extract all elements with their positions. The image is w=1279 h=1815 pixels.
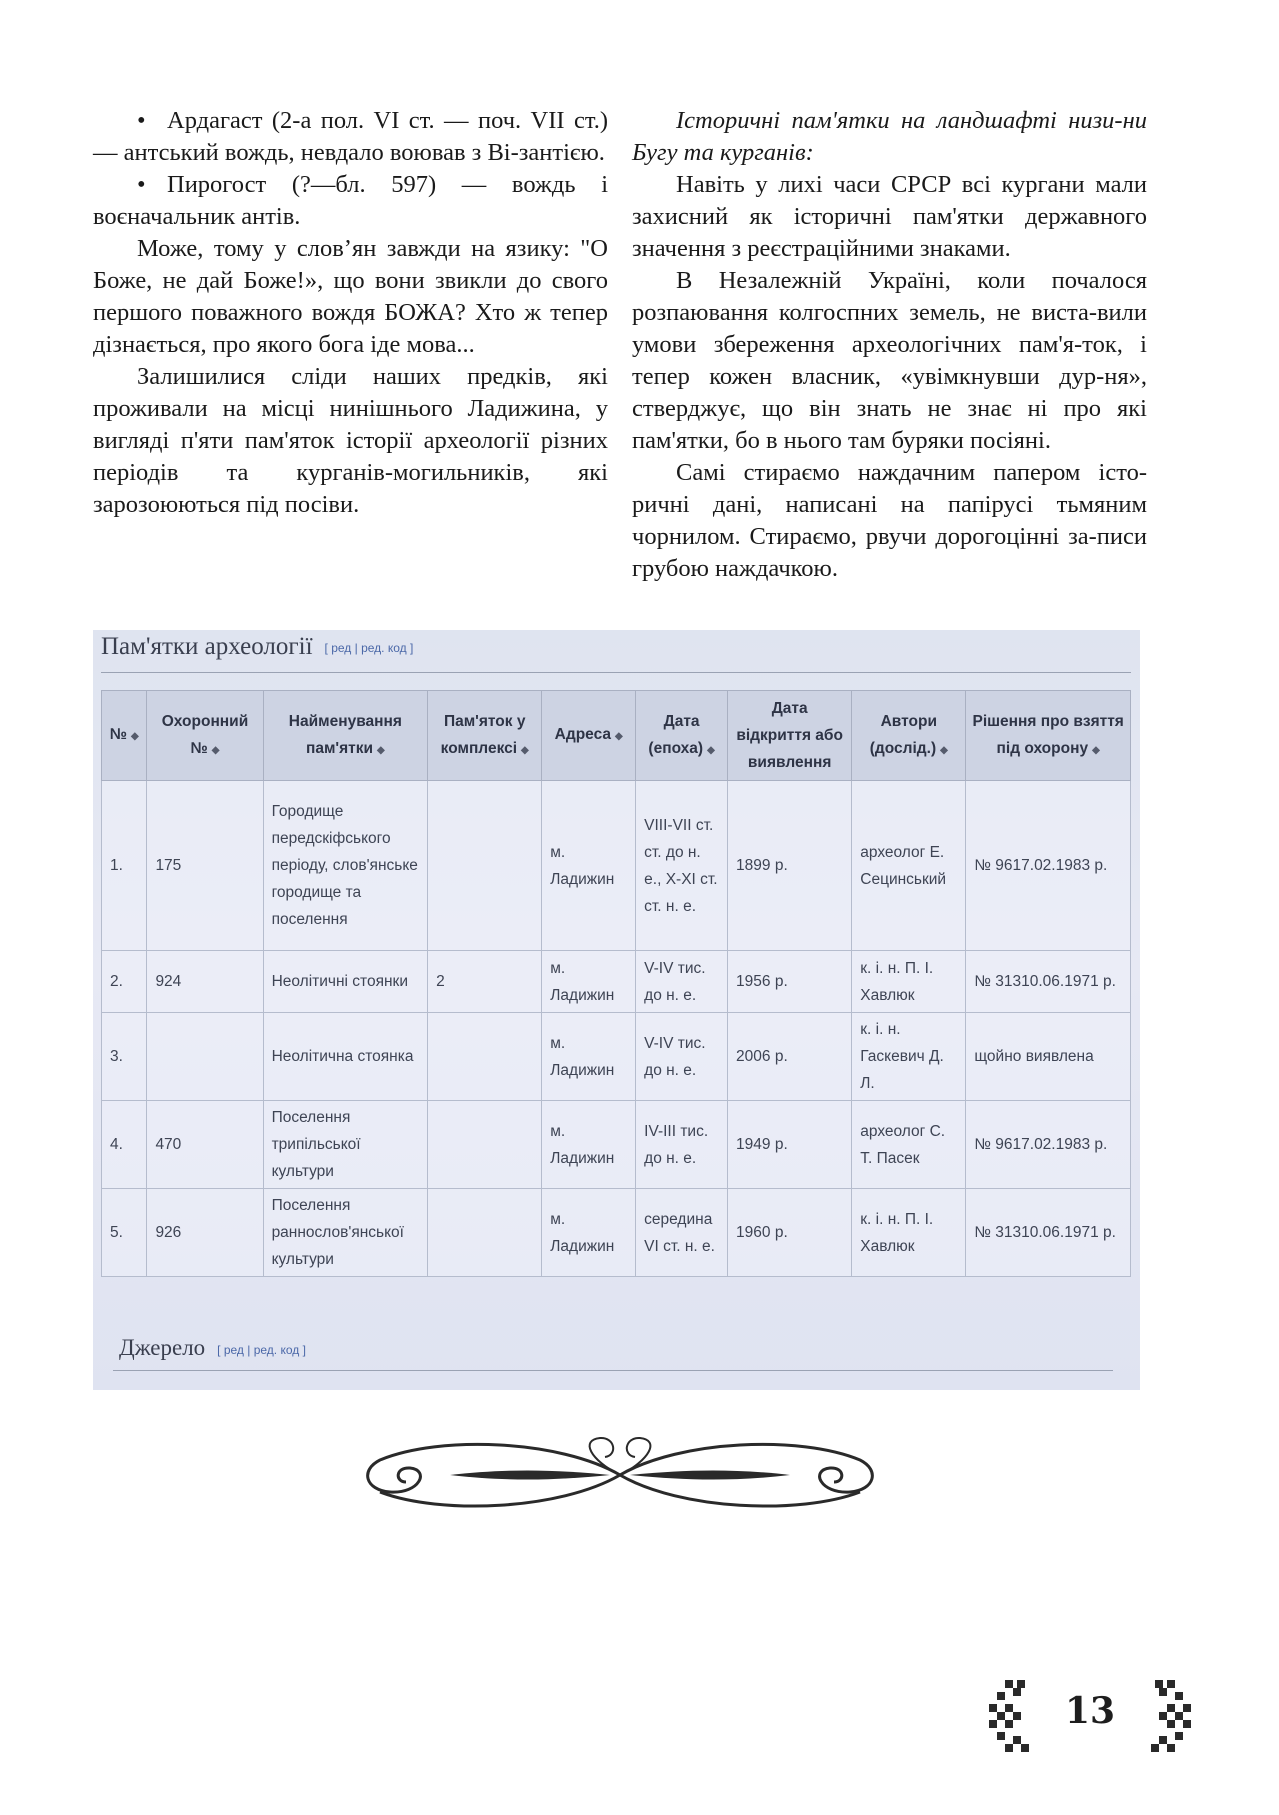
paragraph: В Незалежній Україні, коли почалося розпаювання колгоспних земель, не виста-вили умови збереження археологічних пам'я-ток, і тепер кожен власник, «увімкнувши дур-ня», стверджує, що він знать не знає ні про які пам'ятки, бо в нього там буряки посіяні. <box>632 267 1147 454</box>
source-heading: Джерело [ ред | ред. код ] <box>119 1335 306 1360</box>
cell: VIII-VII ст. ст. до н. е., X-XI ст. ст. н. е. <box>636 781 728 951</box>
screen-photo <box>93 630 1140 1390</box>
subheading: Історичні пам'ятки на ландшафті низи-ни Бугу та курганів: <box>632 107 1147 166</box>
cell: археолог Е. Сецинський <box>852 781 966 951</box>
cell: щойно виявлена <box>966 1013 1131 1101</box>
cell: № 31310.06.1971 р. <box>966 951 1131 1013</box>
cell: V-IV тис. до н. е. <box>636 951 728 1013</box>
cell: м. Ладижин <box>542 951 636 1013</box>
sort-icon[interactable]: ◆ <box>521 744 529 756</box>
sort-icon[interactable]: ◆ <box>940 744 948 756</box>
cell: № 9617.02.1983 р. <box>966 1101 1131 1189</box>
cell: Неолітична стоянка <box>263 1013 428 1101</box>
cell: 1949 р. <box>728 1101 852 1189</box>
page-number: 13 <box>1065 1690 1116 1732</box>
cell: V-IV тис. до н. е. <box>636 1013 728 1101</box>
cell <box>428 1013 542 1101</box>
table-row <box>102 1101 1131 1189</box>
cell <box>428 781 542 951</box>
cell: Поселення раннослов'янської культури <box>263 1189 428 1277</box>
embroidery-pattern-icon <box>985 1680 1045 1752</box>
right-column <box>632 105 1147 585</box>
cell: Поселення трипільської культури <box>263 1101 428 1189</box>
cell: 924 <box>147 951 263 1013</box>
cell: Городище передскіфського періоду, слов'янське городище та поселення <box>263 781 428 951</box>
monuments-table <box>101 690 1131 1277</box>
column-header[interactable]: Рішення про взяття під охорону ◆ <box>966 691 1131 781</box>
table-row <box>102 1189 1131 1277</box>
column-header[interactable]: Автори (дослід.) ◆ <box>852 691 966 781</box>
left-column <box>93 105 608 521</box>
column-header[interactable]: Найменування пам'ятки ◆ <box>263 691 428 781</box>
cell: 1. <box>102 781 147 951</box>
column-header[interactable]: № ◆ <box>102 691 147 781</box>
cell: 2. <box>102 951 147 1013</box>
cell: 470 <box>147 1101 263 1189</box>
cell <box>147 1013 263 1101</box>
cell: м. Ладижин <box>542 1101 636 1189</box>
bullet-icon: • <box>137 107 146 134</box>
cell: м. Ладижин <box>542 1189 636 1277</box>
paragraph: Навіть у лихі часи СРСР всі кургани мали захисний як історичні пам'ятки державного значення з реєстраційними знаками. <box>632 171 1147 262</box>
cell: к. і. н. П. І. Хавлюк <box>852 951 966 1013</box>
cell: 3. <box>102 1013 147 1101</box>
cell: 5. <box>102 1189 147 1277</box>
cell: 1960 р. <box>728 1189 852 1277</box>
column-header[interactable]: Дата відкриття або виявлення <box>728 691 852 781</box>
edit-links[interactable]: [ ред | ред. код ] <box>324 641 414 656</box>
bullet-icon: • <box>137 171 146 198</box>
sort-icon[interactable]: ◆ <box>131 731 139 742</box>
column-header[interactable]: Пам'яток у комплексі ◆ <box>428 691 542 781</box>
sort-icon[interactable]: ◆ <box>377 744 385 756</box>
paragraph: • Пирогост (?—бл. 597) — вождь і воєначальник антів. <box>93 171 608 230</box>
cell <box>428 1101 542 1189</box>
edit-links[interactable]: [ ред | ред. код ] <box>217 1342 306 1357</box>
cell: середина VI ст. н. е. <box>636 1189 728 1277</box>
paragraph: Самі стираємо наждачним папером істо-ричні дані, написані на папірусі тьмяним чорнилом. Стираємо, рвучи дорогоцінні за-писи грубою наждачкою. <box>632 459 1147 582</box>
cell: к. і. н. Гаскевич Д. Л. <box>852 1013 966 1101</box>
cell: 4. <box>102 1101 147 1189</box>
divider <box>101 672 1131 673</box>
cell: IV-III тис. до н. е. <box>636 1101 728 1189</box>
cell: Неолітичні стоянки <box>263 951 428 1013</box>
paragraph: Залишилися сліди наших предків, які проживали на місці нинішнього Ладижина, у вигляді п'яти пам'яток історії археології різних періодів та курганів-могильників, які зарозоюються під посіви. <box>93 363 608 518</box>
column-header[interactable]: Дата (епоха) ◆ <box>636 691 728 781</box>
cell: № 31310.06.1971 р. <box>966 1189 1131 1277</box>
sort-icon[interactable]: ◆ <box>615 731 623 742</box>
sort-icon[interactable]: ◆ <box>211 744 220 756</box>
cell: археолог С. Т. Пасек <box>852 1101 966 1189</box>
flourish-divider-icon <box>360 1430 880 1520</box>
cell: 175 <box>147 781 263 951</box>
table-row <box>102 1013 1131 1101</box>
cell: 1899 р. <box>728 781 852 951</box>
cell <box>428 1189 542 1277</box>
table-row <box>102 951 1131 1013</box>
cell: 2006 р. <box>728 1013 852 1101</box>
embroidery-pattern-icon <box>1135 1680 1195 1752</box>
paragraph: Може, тому у слов’ян завжди на язику: "О Боже, не дай Боже!», що вони звикли до свого першого поважного вождя БОЖА? Хто ж тепер дізнається, про якого бога іде мова... <box>93 235 608 358</box>
section-title: Пам'ятки археології [ ред | ред. код ] <box>101 633 414 660</box>
paragraph: • Ардагаст (2-а пол. VI ст. — поч. VII ст.) — антський вождь, невдало воював з Ві-зантією. <box>93 107 608 166</box>
cell: к. і. н. П. І. Хавлюк <box>852 1189 966 1277</box>
cell: 2 <box>428 951 542 1013</box>
cell: м. Ладижин <box>542 781 636 951</box>
cell: м. Ладижин <box>542 1013 636 1101</box>
sort-icon[interactable]: ◆ <box>707 744 715 756</box>
sort-icon[interactable]: ◆ <box>1092 744 1100 756</box>
column-header[interactable]: Адреса ◆ <box>542 691 636 781</box>
cell: 1956 р. <box>728 951 852 1013</box>
table-row <box>102 781 1131 951</box>
divider <box>113 1370 1113 1371</box>
table-header-row <box>102 691 1131 781</box>
column-header[interactable]: Охоронний № ◆ <box>147 691 263 781</box>
cell: 926 <box>147 1189 263 1277</box>
cell: № 9617.02.1983 р. <box>966 781 1131 951</box>
